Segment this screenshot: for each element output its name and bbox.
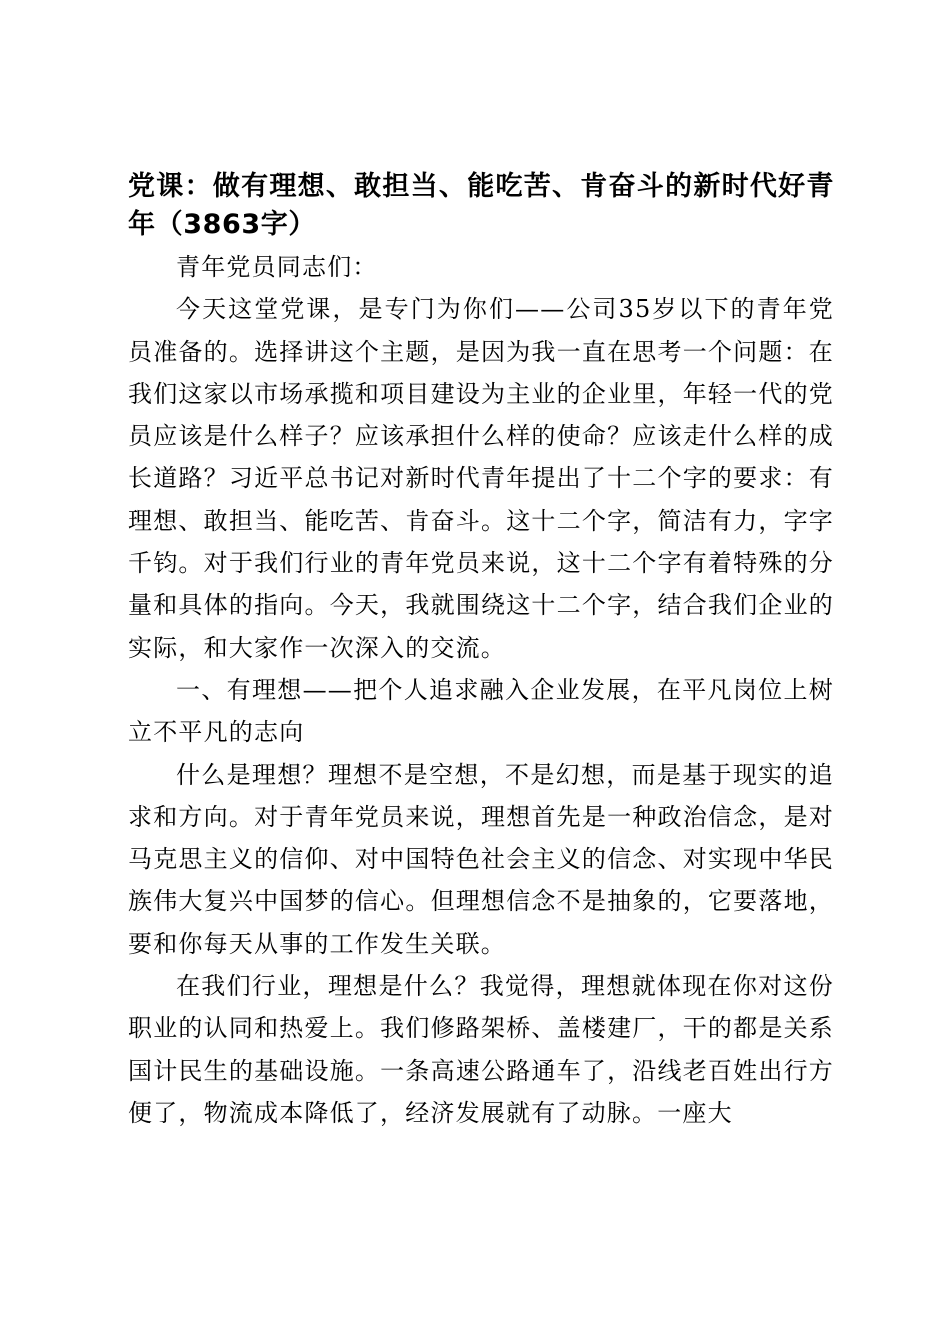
document-body: [128, 168, 834, 1134]
salutation: 青年党员同志们：: [176, 253, 378, 281]
paragraph-ideal-industry: 在我们行业，理想是什么？我觉得，理想就体现在你对这份职业的认同和热爱上。我们修路架桥、盖楼建厂，干的都是关系国计民生的基础设施。一条高速公路通车了，沿线老百姓出行方便了，物流成本降低了，经济发展就有了动脉。一座大: [128, 972, 834, 1127]
document-title: 党课：做有理想、敢担当、能吃苦、肯奋斗的新时代好青年（3863字）: [128, 171, 834, 240]
paragraph-ideal-definition: 什么是理想？理想不是空想，不是幻想，而是基于现实的追求和方向。对于青年党员来说，理想首先是一种政治信念，是对马克思主义的信仰、对中国特色社会主义的信念、对实现中华民族伟大复兴中国梦的信心。但理想信念不是抽象的，它要落地，要和你每天从事的工作发生关联。: [128, 760, 834, 958]
section-heading-1: 一、有理想——把个人追求融入企业发展，在平凡岗位上树立不平凡的志向: [128, 675, 834, 747]
paragraph-intro: 今天这堂党课，是专门为你们——公司35岁以下的青年党员准备的。选择讲这个主题，是因为我一直在思考一个问题：在我们这家以市场承揽和项目建设为主业的企业里，年轻一代的党员应该是什么样子？应该承担什么样的使命？应该走什么样的成长道路？习近平总书记对新时代青年提出了十二个字的要求：有理想、敢担当、能吃苦、肯奋斗。这十二个字，简洁有力，字字千钧。对于我们行业的青年党员来说，这十二个字有着特殊的分量和具体的指向。今天，我就围绕这十二个字，结合我们企业的实际，和大家作一次深入的交流。: [128, 295, 834, 662]
